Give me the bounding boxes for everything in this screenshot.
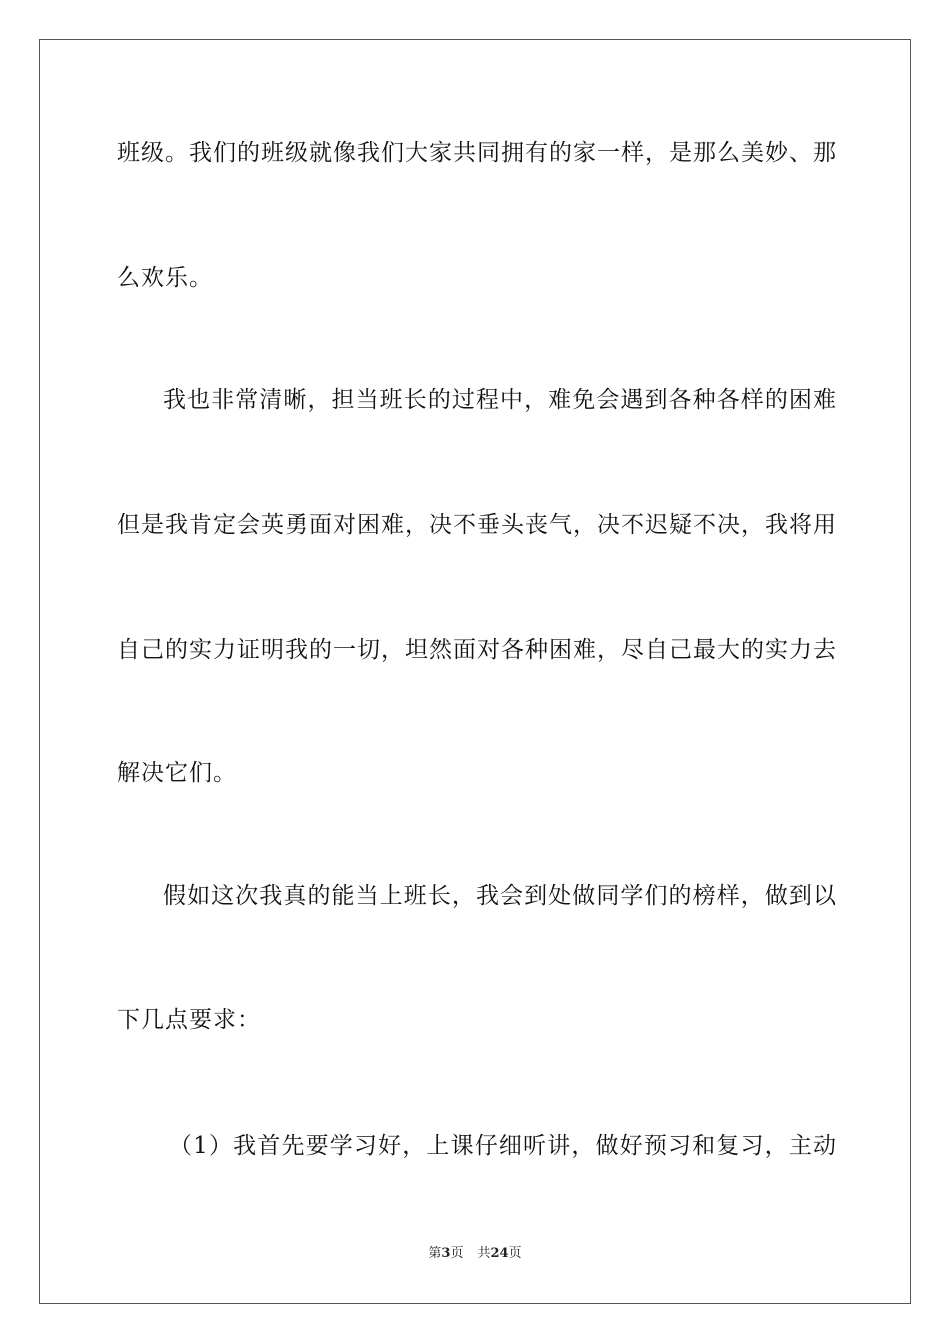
text-line-5: 自己的实力证明我的一切，坦然面对各种困难，尽自己最大的实力去 [117,637,837,663]
total-suffix: 页 [508,1246,522,1261]
text-line-3: 我也非常清晰，担当班长的过程中，难免会遇到各种各样的困难 [163,387,837,413]
text-line-1: 班级。我们的班级就像我们大家共同拥有的家一样，是那么美妙、那 [117,140,837,166]
text-line-4: 但是我肯定会英勇面对困难，决不垂头丧气，决不迟疑不决，我将用 [117,512,837,538]
page-number: 3 [441,1246,451,1261]
text-line-8: 下几点要求： [117,1007,261,1033]
total-pages: 24 [490,1246,509,1261]
page-suffix: 页 [450,1246,464,1261]
total-prefix: 共 [477,1246,491,1261]
text-line-7: 假如这次我真的能当上班长，我会到处做同学们的榜样，做到以 [163,883,837,909]
page-footer [0,1245,950,1263]
text-line-2: 么欢乐。 [117,265,213,291]
page-prefix: 第 [428,1246,442,1261]
text-line-6: 解决它们。 [117,760,237,786]
page-frame [39,39,911,1304]
text-line-9: （1）我首先要学习好，上课仔细听讲，做好预习和复习，主动 [169,1133,837,1159]
